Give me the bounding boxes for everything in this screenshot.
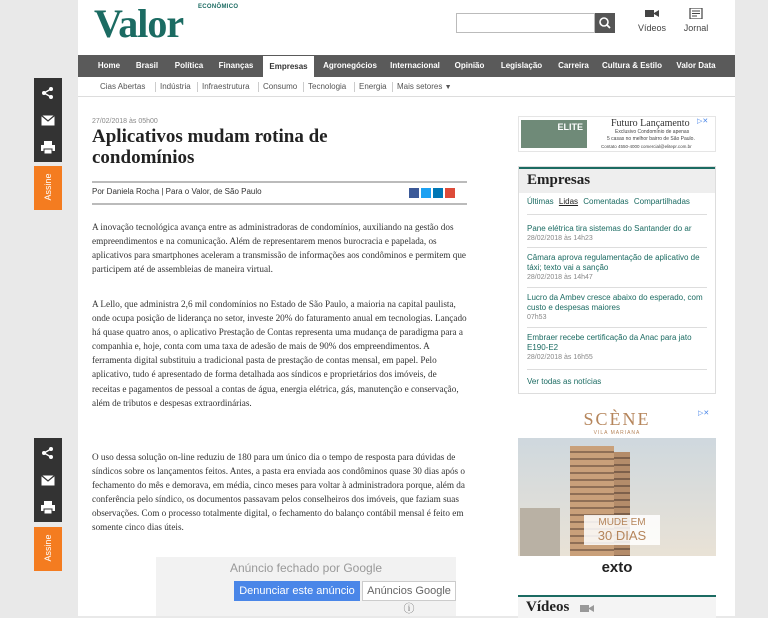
search-button[interactable] [595,13,615,33]
tab-comentadas[interactable]: Comentadas [583,197,629,206]
nav-item-opiniao[interactable]: Opinião [454,61,485,70]
article-byline: Por Daniela Rocha | Para o Valor, de São Paulo [92,187,262,196]
sub-nav [78,78,735,97]
nav-item-home[interactable]: Home [97,61,121,70]
facebook-share-icon[interactable] [409,188,419,198]
news-time: 28/02/2018 às 14h47 [527,274,593,281]
divider [527,247,707,248]
see-all-news-link[interactable]: Ver todas as notícias [527,377,602,386]
ad-line-1: Exclusivo Condomínio de apenas [615,129,690,135]
list-item[interactable] [527,293,709,321]
subnav-divider [303,82,304,92]
subnav-item-infraestrutura[interactable]: Infraestrutura [202,82,250,91]
news-title[interactable]: Pane elétrica tira sistemas do Santander do ar [527,224,692,233]
page [78,0,735,616]
subnav-item-cias-abertas[interactable]: Cias Abertas [100,82,146,91]
list-item[interactable] [527,333,709,361]
google-ads-button[interactable]: Anúncios Google ⓘ [362,581,456,601]
byline-bar [92,181,467,205]
print-icon [41,501,55,514]
search-input[interactable] [456,13,595,33]
share-icon [41,86,55,100]
jornal-link[interactable] [676,8,716,33]
article-title: Aplicativos mudam rotina de condomínios [92,126,328,168]
share-button[interactable] [34,80,62,106]
email-button[interactable] [34,467,62,493]
article-paragraph: O uso dessa solução on-line reduziu de 180 para um único dia o tempo de resposta para dúvidas de síndicos sobre os lançamentos feitos. Antes, a pasta era enviada aos condôminos quase 30 dias após o fechamento do mês e demorava, em média, cinco meses para voltar à administradora porque, além da conferência pelo síndico, os documentos passavam pelos conselheiros dos imóveis, que faziam suas observações. Com o processo totalmente digital, o fechamento do balanço contábil mensal é feito em somente cinco dias úteis. [92,452,466,533]
divider [527,214,707,215]
nav-item-cultura[interactable]: Cultura & Estilo [601,61,662,70]
email-icon [41,475,55,486]
ad-line-2: 5 casas no melhor bairro de São Paulo. [607,136,695,142]
ad-brand-logo: ELITE [521,120,587,148]
ad-badge-line-2: 30 DIAS [597,528,647,543]
videos-label: Vídeos [637,23,667,33]
subnav-divider [155,82,156,92]
newspaper-icon [689,8,703,19]
news-time: 28/02/2018 às 16h55 [527,354,593,361]
ad-banner-top[interactable] [518,116,716,152]
assine-label: Assine [43,173,53,201]
nav-item-carreira[interactable]: Carreira [558,61,589,70]
subnav-item-energia[interactable]: Energia [359,82,387,91]
ad-banner-right[interactable] [518,407,716,579]
email-icon [41,115,55,126]
print-icon [41,141,55,154]
google-plus-share-icon[interactable] [445,188,455,198]
header [78,0,735,54]
videos-title[interactable]: Vídeos [526,599,570,615]
chevron-down-icon: ▼ [444,84,452,91]
subnav-divider [392,82,393,92]
subnav-item-industria[interactable]: Indústria [160,82,191,91]
share-button[interactable] [34,440,62,466]
nav-item-internacional[interactable]: Internacional [390,61,440,70]
report-ad-button[interactable]: Denunciar este anúncio [234,581,360,601]
ad-footer-logo: exto [601,559,633,576]
news-time: 28/02/2018 às 14h23 [527,235,593,242]
video-camera-icon [645,8,659,19]
google-ad-box [156,557,456,616]
share-toolbar-top [34,78,62,162]
videos-section [518,595,716,618]
print-button[interactable] [34,494,62,520]
ad-choices-icon[interactable]: ▷✕ [697,118,709,125]
search-icon [595,13,615,33]
empresas-box-title: Empresas [527,172,591,188]
news-title[interactable]: Lucro da Ambev cresce abaixo do esperado, com custo e despesas maiores [527,293,703,312]
ad-brand-title: SCÈNE [583,409,651,429]
twitter-share-icon[interactable] [421,188,431,198]
ad-badge-line-1: MUDE EM [598,517,646,528]
ad-choices-icon[interactable]: ▷✕ [698,410,710,417]
ad-closed-label: Anúncio fechado por Google [229,561,383,575]
divider [527,287,707,288]
logo-subtitle: ECONÔMICO [198,4,239,10]
article-date: 27/02/2018 às 05h00 [92,118,158,125]
nav-item-valor-data[interactable]: Valor Data [676,61,716,70]
print-button[interactable] [34,134,62,160]
nav-item-politica[interactable]: Política [174,61,204,70]
subnav-item-tecnologia[interactable]: Tecnologia [308,82,347,91]
article-paragraph: A inovação tecnológica avança entre as administradoras de condomínios, auxiliando na gestão dos empreendimentos e na comunicação. Além de representarem menos burocracia e papelada, os aplicativos para smartphones aceleram a transmissão de informações aos condôminos e permitem que participem até de assembleias de maneira virtual. [92,222,467,275]
list-item[interactable] [527,224,709,242]
divider [527,327,707,328]
ad-badge [584,515,660,545]
main-nav [78,55,735,77]
empresas-most-read-box [518,166,716,394]
tab-compartilhadas[interactable]: Compartilhadas [633,197,690,206]
tab-lidas[interactable]: Lidas [558,197,579,206]
tab-ultimas[interactable]: Últimas [527,197,554,206]
subnav-divider [197,82,198,92]
news-title[interactable]: Câmara aprova regulamentação de aplicativo de táxi; texto vai a sanção [527,253,700,272]
ad-line-3: Contato 4550-4000 comercial@elitepr.com.br [601,144,692,149]
video-camera-icon [580,603,594,614]
empresas-tabs [527,197,690,206]
empresas-box-header [519,167,715,193]
nav-item-financas[interactable]: Finanças [218,61,254,70]
email-button[interactable] [34,107,62,133]
nav-item-brasil[interactable]: Brasil [135,61,159,70]
share-toolbar-bottom [34,438,62,522]
assine-button[interactable] [34,166,62,210]
share-icon [41,446,55,460]
nav-item-empresas[interactable]: Empresas [263,56,314,77]
ad-brand-subtitle: VILA MARIANA [593,430,641,436]
divider [527,369,707,370]
videos-link[interactable] [632,8,672,33]
assine-label: Assine [43,534,53,562]
list-item[interactable] [527,253,709,281]
subnav-divider [354,82,355,92]
news-time: 07h53 [527,314,547,321]
jornal-label: Jornal [683,23,709,33]
assine-button[interactable] [34,527,62,571]
building-tower [520,508,560,556]
subnav-divider [258,82,259,92]
nav-item-agronegocios[interactable]: Agronegócios [323,61,377,70]
news-title[interactable]: Embraer recebe certificação da Anac para jato E190-E2 [527,333,692,352]
ad-headline: Futuro Lançamento [611,118,690,129]
mais-setores-label: Mais setores [397,82,443,91]
subnav-item-mais-setores[interactable] [397,82,452,91]
linkedin-share-icon[interactable] [433,188,443,198]
logo[interactable]: Valor [94,1,184,46]
subnav-item-consumo[interactable]: Consumo [263,82,298,91]
article-paragraph: A Lello, que administra 2,6 mil condomínios no Estado de São Paulo, a maioria na capital paulista, onde ocupa posição de liderança no setor, investe 20% do faturamento anual em tecnologias. Lançado há quase quatro anos, o aplicativo Prestação de Contas representa uma mudança de paradigma para a companhia e, hoje, conta com uma taxa de adesão de mais de 90% dos empreendimentos. A ferramenta digital substituiu a tradicional pasta de prestação de contas mensal, em papel. Pelo aplicativo, tudo é apresentado de forma detalhada aos síndicos e proprietários dos imóveis, de receitas e pagamentos de pessoal a contas de água, energia elétrica, gás, manutenção e conservação, além de tributos e despesas extraordinárias. [92,299,467,408]
nav-item-legislacao[interactable]: Legislação [500,61,543,70]
